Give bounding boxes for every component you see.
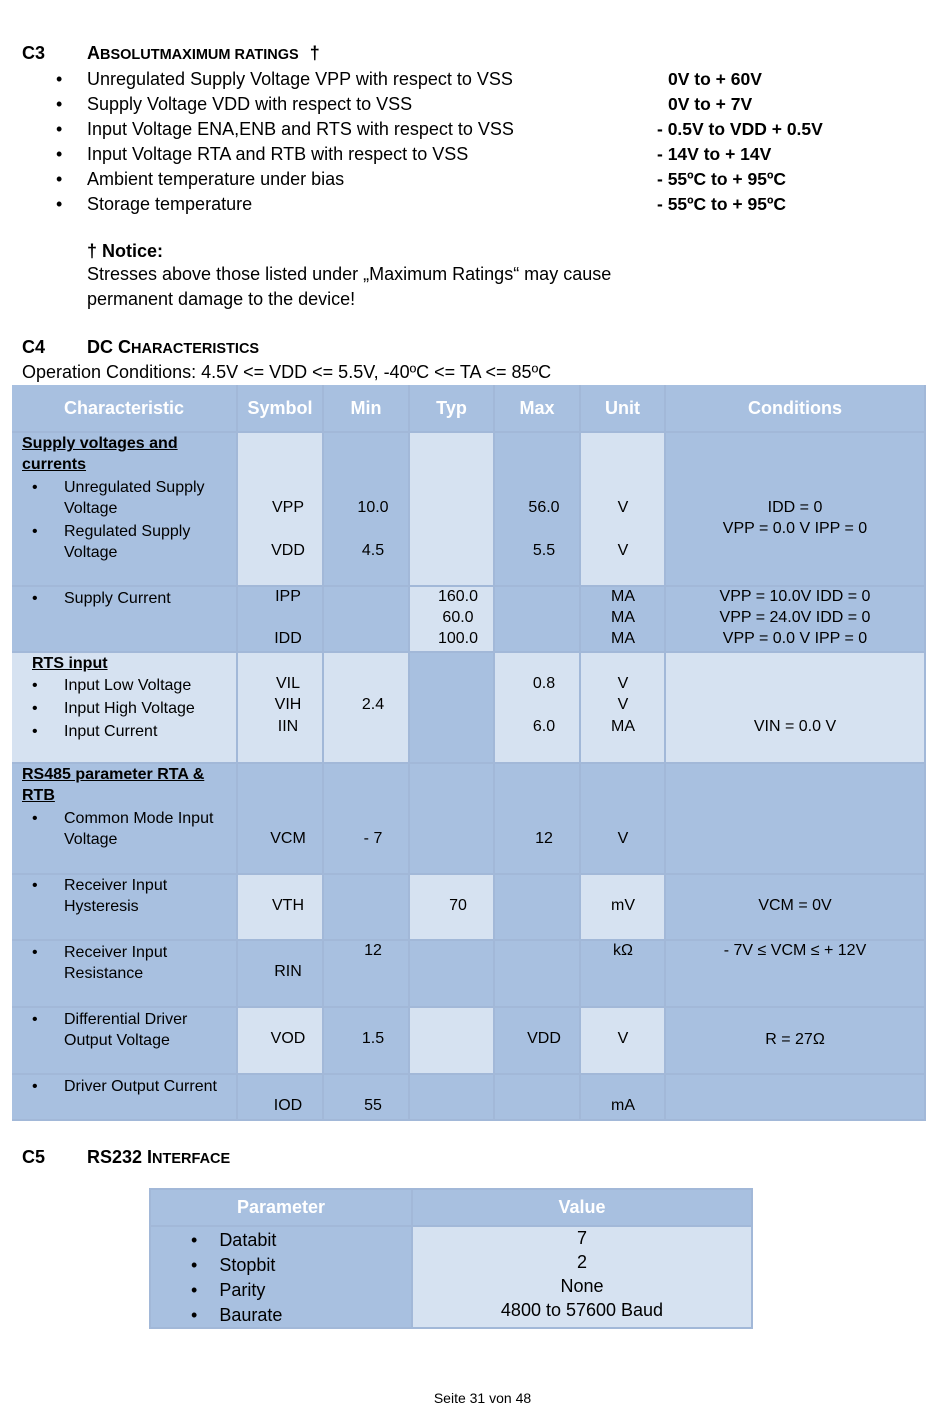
rating-value: 0V to + 60V (668, 69, 762, 89)
condition-cell: IDD = 0 (767, 499, 823, 516)
table-cell (495, 764, 581, 875)
notice-text-line: permanent damage to the device! (87, 289, 356, 309)
table-cell (410, 653, 495, 764)
max-cell: 12 (535, 830, 553, 847)
symbol-cell: VCM (270, 830, 306, 847)
col-header: Max (495, 385, 581, 433)
condition-cell: - 7V ≤ VCM ≤ + 12V (723, 942, 867, 959)
min-cell: - 7 (363, 830, 383, 847)
title-part: HARACTERISTICS (131, 341, 260, 357)
min-cell: 1.5 (361, 1030, 385, 1047)
rating-value: 0V to + 7V (668, 94, 753, 114)
symbol-cell: RIN (274, 963, 302, 980)
param-label: Stopbit (219, 1255, 276, 1275)
table-cell (238, 764, 324, 875)
condition-cell: VPP = 24.0V IDD = 0 (719, 609, 871, 626)
unit-cell: V (617, 1030, 629, 1047)
section-heading: RTS input (32, 655, 108, 672)
unit-cell: V (617, 696, 629, 713)
section-heading: RS485 parameter RTA & RTB (22, 766, 205, 804)
rating-label: Input Voltage ENA,ENB and RTS with respect to VSS (87, 119, 514, 139)
param-label: Databit (219, 1230, 277, 1250)
section-title-c4 (87, 337, 259, 358)
item-label: Input Current (64, 723, 158, 740)
table-cell (410, 1075, 495, 1121)
unit-cell: V (617, 675, 629, 692)
rating-value: - 14V to + 14V (657, 144, 772, 164)
table-cell (410, 764, 495, 875)
table-cell (581, 764, 666, 875)
section-number-c4: C4 (22, 337, 46, 357)
rating-label: Ambient temperature under bias (87, 169, 345, 189)
symbol-cell: VOD (270, 1030, 306, 1047)
table-cell (324, 764, 410, 875)
table-cell (324, 875, 410, 941)
max-cell: 0.8 (532, 675, 556, 692)
condition-cell: R = 27Ω (765, 1031, 825, 1048)
item-label: Input High Voltage (64, 700, 195, 717)
rating-label: Input Voltage RTA and RTB with respect to VSS (87, 144, 469, 164)
col-header: Unit (581, 385, 666, 433)
col-header: Parameter (151, 1190, 413, 1227)
condition-cell: VPP = 10.0V IDD = 0 (719, 588, 871, 605)
rating-label: Unregulated Supply Voltage VPP with respect to VSS (87, 69, 513, 89)
min-cell: 12 (364, 942, 382, 959)
unit-cell: V (617, 499, 629, 516)
typ-cell: 100.0 (437, 630, 479, 647)
unit-cell: MA (611, 588, 635, 605)
symbol-cell: VPP (271, 499, 305, 516)
min-cell: 4.5 (361, 542, 385, 559)
section-title-c5 (87, 1147, 230, 1168)
condition-cell: VIN = 0.0 V (753, 718, 837, 735)
table-cell (410, 941, 495, 1008)
operation-conditions: Operation Conditions: 4.5V <= VDD <= 5.5V, -40ºC <= TA <= 85ºC (22, 362, 552, 382)
max-cell: 6.0 (532, 718, 556, 735)
dc-characteristics-table: Characteristic Symbol Min Typ Max Unit Conditions Supply voltages and currents • Unregulated Supply Voltage • Regulated Supply Voltage VPP VDD 10.0 4.5 56.0 5.5 V V IDD = 0 VPP = 0.0 V IPP = 0 • Supply Current IPP IDD 160.0 60.0 100.0 MA MA MA VPP = 10.0V IDD = 0 VPP = 24.0V IDD = 0 VPP = 0.0 V IPP = 0 RTS input • Input Low Voltage • Input High Voltage • Input Current VIL VIH IIN 2.4 0.8 6.0 V V MA VIN = 0.0 V RS485 parameter RTA & RTB • Common Mode Input Voltage VCM - 7 12 V • Receiver Input Hysteresis VTH 70 mV VCM = 0V • Receiver Input Resistance RIN 12 kΩ - 7V ≤ VCM ≤ + 12V • Differential Driver Output Voltage VOD 1.5 VDD V R = 27Ω • Driver Output Current IOD 55 mA (12, 385, 926, 1121)
symbol-cell: IDD (274, 630, 302, 647)
col-header: Conditions (666, 385, 926, 433)
condition-cell: VPP = 0.0 V IPP = 0 (722, 520, 868, 537)
table-cell (324, 587, 410, 653)
section-title-c3 (87, 43, 320, 64)
max-cell: VDD (527, 1030, 561, 1047)
col-header: Typ (410, 385, 495, 433)
title-part: RS232 I (87, 1147, 153, 1167)
table-cell (410, 1008, 495, 1075)
min-cell: 10.0 (357, 499, 389, 516)
param-value: None (560, 1276, 604, 1296)
section-number-c3: C3 (22, 43, 46, 63)
symbol-cell: VTH (272, 897, 304, 914)
min-cell: 55 (364, 1097, 382, 1114)
unit-cell: MA (611, 718, 635, 735)
item-label: Regulated Supply Voltage (64, 523, 191, 561)
notice-title: † Notice: (87, 241, 164, 261)
rating-value: - 55ºC to + 95ºC (657, 194, 787, 214)
table-cell (666, 653, 926, 764)
param-label: Parity (219, 1280, 266, 1300)
max-cell: 56.0 (528, 499, 560, 516)
unit-cell: MA (611, 609, 635, 626)
notice-text-line: Stresses above those listed under „Maximum Ratings“ may cause (87, 264, 612, 284)
rating-value: - 55ºC to + 95ºC (657, 169, 787, 189)
list-item: • Stopbit (191, 1255, 276, 1275)
item-label: Receiver Input Resistance (64, 944, 168, 982)
col-header: Min (324, 385, 410, 433)
rs232-interface-table (149, 1188, 753, 1329)
typ-cell: 160.0 (437, 588, 479, 605)
table-cell (495, 941, 581, 1008)
item-label: Input Low Voltage (64, 677, 192, 694)
table-cell (666, 1075, 926, 1121)
title-part: DC C (87, 337, 131, 357)
unit-cell: MA (611, 630, 635, 647)
unit-cell: V (617, 830, 629, 847)
item-label: Common Mode Input Voltage (64, 810, 214, 848)
section-number-c5: C5 (22, 1147, 46, 1167)
symbol-cell: VDD (271, 542, 305, 559)
param-value: 7 (576, 1228, 588, 1248)
param-value: 4800 to 57600 Baud (500, 1300, 664, 1320)
page-footer: Seite 31 von 48 (433, 1390, 532, 1406)
unit-cell: V (617, 542, 629, 559)
item-label: Differential Driver Output Voltage (64, 1011, 188, 1049)
title-part: NTERFACE (152, 1151, 231, 1167)
rating-label: Storage temperature (87, 194, 253, 214)
symbol-cell: VIL (275, 675, 301, 692)
list-item: • Databit (191, 1230, 277, 1250)
table-cell (495, 587, 581, 653)
col-header: Symbol (238, 385, 324, 433)
table-cell (666, 764, 926, 875)
symbol-cell: VIH (274, 696, 302, 713)
item-label: Driver Output Current (64, 1078, 217, 1095)
typ-cell: 70 (449, 897, 467, 914)
typ-cell: 60.0 (442, 609, 474, 626)
param-label: Baurate (219, 1305, 283, 1325)
unit-cell: mV (611, 897, 635, 914)
section-heading: Supply voltages and currents (22, 435, 178, 473)
title-part: A (87, 43, 100, 63)
col-header: Value (413, 1190, 751, 1227)
max-cell: 5.5 (532, 542, 556, 559)
list-item: • Baurate (191, 1305, 283, 1325)
unit-cell: mA (611, 1097, 635, 1114)
dagger-mark: † (309, 43, 320, 63)
condition-cell: VPP = 0.0 V IPP = 0 (722, 630, 868, 647)
rating-value: - 0.5V to VDD + 0.5V (657, 119, 823, 139)
symbol-cell: IOD (273, 1097, 303, 1114)
condition-cell: VCM = 0V (758, 897, 832, 914)
table-cell (410, 433, 495, 587)
item-label: Unregulated Supply Voltage (64, 479, 205, 517)
table-cell (495, 875, 581, 941)
table-cell (495, 1075, 581, 1121)
item-label: Receiver Input Hysteresis (64, 877, 168, 915)
unit-cell: kΩ (613, 942, 633, 959)
min-cell: 2.4 (361, 696, 385, 713)
item-label: Supply Current (64, 590, 171, 607)
param-value: 2 (576, 1252, 588, 1272)
table-cell (495, 653, 581, 764)
list-item: • Parity (191, 1280, 266, 1300)
col-header: Characteristic (12, 385, 238, 433)
symbol-cell: IPP (275, 588, 301, 605)
symbol-cell: IIN (277, 718, 299, 735)
title-part: BSOLUTMAXIMUM RATINGS (100, 47, 299, 63)
rating-label: Supply Voltage VDD with respect to VSS (87, 94, 413, 114)
